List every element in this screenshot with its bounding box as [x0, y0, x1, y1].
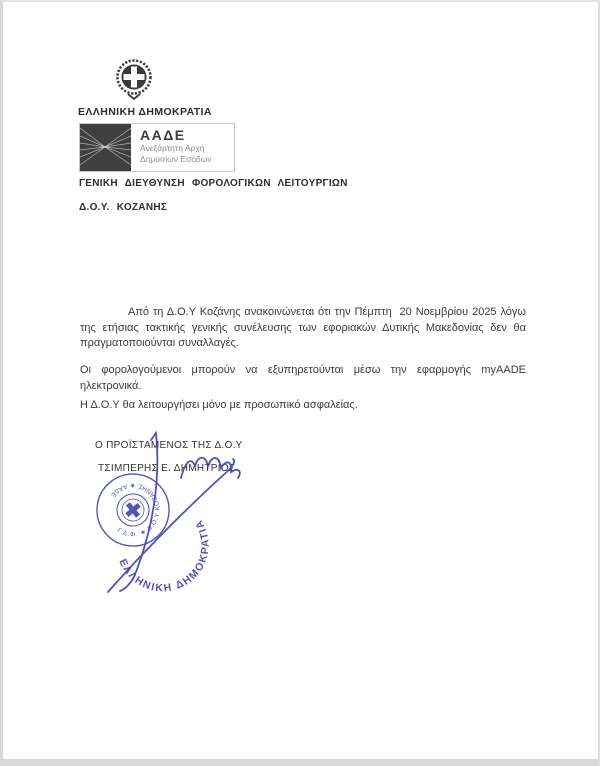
- aade-subtitle-line2: Δημοσίων Εσόδων: [140, 153, 212, 164]
- aade-subtitle-line1: Ανεξάρτητη Αρχή: [140, 143, 205, 153]
- aade-logo: [79, 123, 235, 172]
- signatory-title: Ο ΠΡΟΪΣΤΑΜΕΝΟΣ ΤΗΣ Δ.Ο.Υ: [95, 440, 243, 451]
- svg-text:ΕΛΛΗΝΙΚΗ ΔΗΜΟΚΡΑΤΙΑ: [114, 501, 232, 610]
- round-stamp-icon: [72, 451, 232, 610]
- announcement-paragraph-1: Από τη Δ.Ο.Υ Κοζάνης ανακοινώνεται ότι την Πέμπτη 20 Νοεμβρίου 2025 λόγω της ετήσιας τακτικής γενικής συνέλευσης των εφοριακών Δυτικής Μακεδονίας δεν θα πραγματοποιούνται συναλλαγές.: [80, 306, 530, 349]
- republic-label: ΕΛΛΗΝΙΚΗ ΔΗΜΟΚΡΑΤΙΑ: [78, 106, 212, 118]
- stamp-outer-text: ΕΛΛΗΝΙΚΗ ΔΗΜΟΚΡΑΤΙΑ: [116, 516, 212, 595]
- signatory-name: ΤΣΙΜΠΕΡΗΣ Ε. ΔΗΜΗΤΡΙΟΣ: [98, 463, 236, 474]
- official-stamp-and-signature: [33, 430, 283, 610]
- office-heading: Δ.Ο.Υ. ΚΟΖΑΝΗΣ: [79, 202, 168, 213]
- announcement-paragraph-3: Η Δ.Ο.Υ θα λειτουργήσει μόνο με προσωπικό ασφαλείας.: [80, 399, 358, 411]
- aade-acronym: ΑΑΔΕ: [140, 127, 186, 143]
- stamp-inner-text: Γ.Δ.Φ. ★ Δ.Ο.Υ ΚΟΖΑΝΗΣ ★ ΑΑΔΕ: [108, 481, 162, 539]
- directorate-heading: ΓΕΝΙΚΗ ΔΙΕΥΘΥΝΣΗ ΦΟΡΟΛΟΓΙΚΩΝ ΛΕΙΤΟΥΡΓΙΩΝ: [79, 178, 348, 189]
- greek-coat-of-arms-icon: [114, 58, 154, 102]
- announcement-paragraph-2: Οι φορολογούμενοι μπορούν να εξυπηρετούνται μέσω την εφαρμογής myAADE ηλεκτρονικά.: [80, 364, 530, 392]
- aade-logo-rays-icon: [80, 124, 131, 171]
